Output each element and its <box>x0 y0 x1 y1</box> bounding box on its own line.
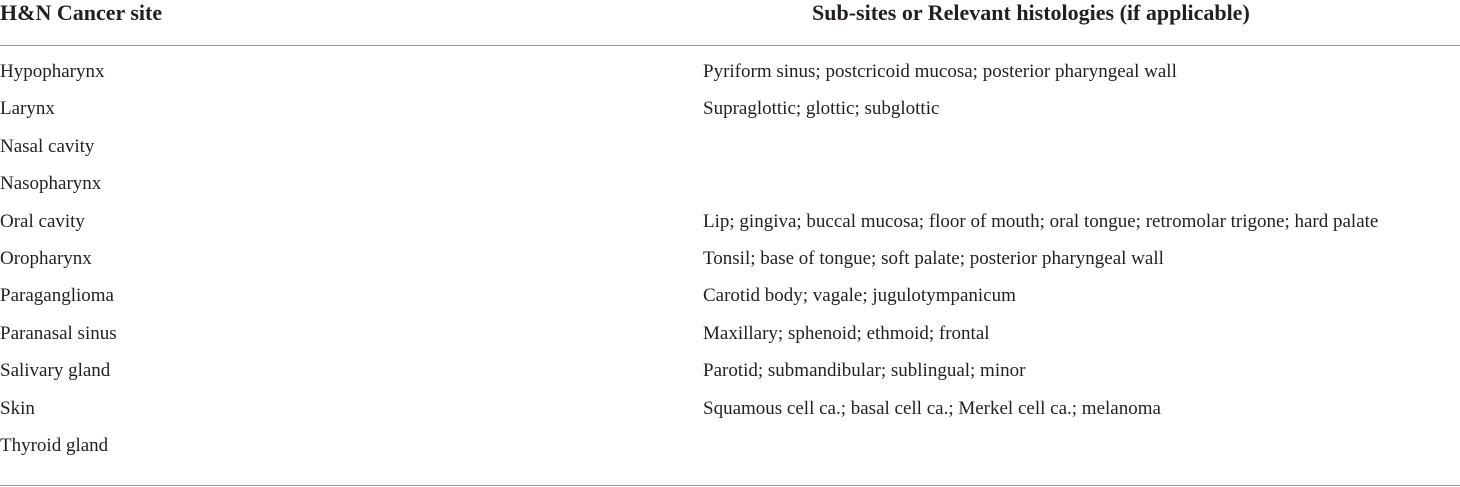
header-divider <box>0 45 1460 46</box>
site-cell: Oral cavity <box>0 210 85 232</box>
site-cell: Thyroid gland <box>0 434 109 456</box>
site-cell: Larynx <box>0 98 55 120</box>
subsites-cell: Supraglottic; glottic; subglottic <box>703 98 940 120</box>
subsites-cell: Parotid; submandibular; sublingual; minor <box>703 360 1026 382</box>
table-body <box>0 60 1460 471</box>
site-cell: Salivary gland <box>0 360 111 382</box>
subsites-cell: Lip; gingiva; buccal mucosa; floor of mouth; oral tongue; retromolar trigone; hard palate <box>703 210 1379 232</box>
subsites-cell: Pyriform sinus; postcricoid mucosa; posterior pharyngeal wall <box>703 61 1177 82</box>
table-row <box>0 60 1460 97</box>
site-cell: Nasal cavity <box>0 135 95 157</box>
site-cell: Skin <box>0 397 35 419</box>
site-cell: Oropharynx <box>0 247 92 269</box>
header-cancer-site: H&N Cancer site <box>0 0 163 25</box>
site-cell: Paranasal sinus <box>0 322 117 344</box>
table-row <box>0 397 1460 434</box>
table-bottom-divider <box>0 485 1460 486</box>
subsites-cell: Carotid body; vagale; jugulotympanicum <box>703 285 1016 307</box>
table-row <box>0 434 1460 471</box>
table-row <box>0 247 1460 284</box>
table-row <box>0 135 1460 172</box>
table-row <box>0 210 1460 247</box>
site-cell: Nasopharynx <box>0 173 102 195</box>
table-header-row <box>0 0 1460 44</box>
table-row <box>0 172 1460 209</box>
subsites-cell: Tonsil; base of tongue; soft palate; posterior pharyngeal wall <box>703 247 1164 269</box>
subsites-cell: Maxillary; sphenoid; ethmoid; frontal <box>703 322 990 344</box>
table-row <box>0 322 1460 359</box>
header-subsites: Sub-sites or Relevant histologies (if applicable) <box>812 0 1250 25</box>
table-row <box>0 284 1460 321</box>
site-cell: Hypopharynx <box>0 61 105 82</box>
table-row <box>0 97 1460 134</box>
site-cell: Paraganglioma <box>0 285 114 307</box>
subsites-cell: Squamous cell ca.; basal cell ca.; Merkel cell ca.; melanoma <box>703 397 1161 419</box>
table-row <box>0 359 1460 396</box>
